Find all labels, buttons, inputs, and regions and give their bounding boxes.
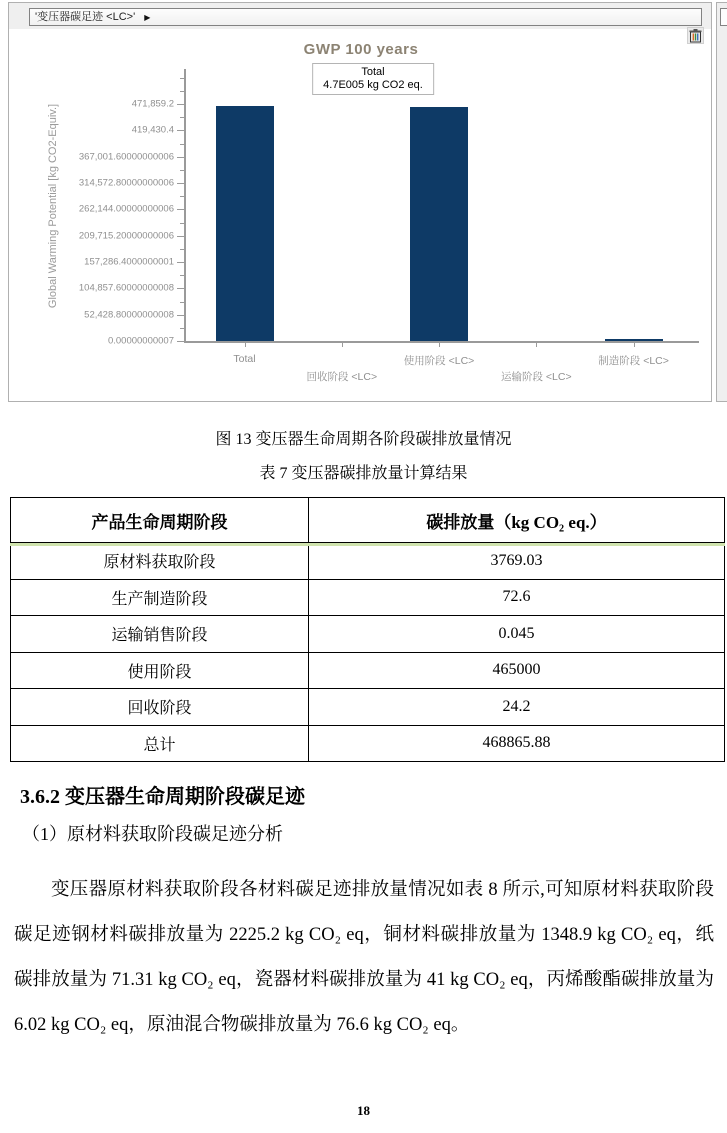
- table-cell: 运输销售阶段: [11, 616, 309, 653]
- y-minor-tick: [180, 117, 184, 118]
- x-tick-label: 运输阶段 <LC>: [500, 371, 572, 383]
- table-cell: 生产制造阶段: [11, 579, 309, 616]
- page-number: 18: [357, 1103, 370, 1118]
- table-cell: 总计: [11, 725, 309, 762]
- y-tick-label: 314,572.80000000006: [78, 177, 174, 189]
- y-major-tick: [177, 183, 184, 184]
- table-cell: 468865.88: [309, 725, 725, 762]
- bar[interactable]: [216, 106, 274, 341]
- y-tick-label: 262,144.00000000006: [78, 203, 174, 215]
- table-cell: 使用阶段: [11, 652, 309, 689]
- y-major-tick: [177, 209, 184, 210]
- section-subheading: （1）原材料获取阶段碳足迹分析: [22, 824, 283, 844]
- table-cell: 回收阶段: [11, 689, 309, 726]
- table-row: [11, 579, 725, 616]
- table-cell: 原材料获取阶段: [11, 543, 309, 580]
- bar[interactable]: [410, 107, 468, 341]
- y-major-tick: [177, 315, 184, 316]
- y-major-tick: [177, 104, 184, 105]
- table-row: [11, 725, 725, 762]
- table-row: [11, 616, 725, 653]
- section-heading: 3.6.2 变压器生命周期阶段碳足迹: [20, 786, 305, 808]
- table-cell: 24.2: [309, 689, 725, 726]
- table-header-cell: 产品生命周期阶段: [11, 498, 309, 543]
- tooltip-value: 4.7E005 kg CO2 eq.: [323, 79, 423, 91]
- lca-chart-panel: [8, 2, 712, 402]
- y-minor-tick: [180, 170, 184, 171]
- y-major-tick: [177, 341, 184, 342]
- table-row: [11, 543, 725, 580]
- table-row: [11, 652, 725, 689]
- y-minor-tick: [180, 328, 184, 329]
- y-major-tick: [177, 236, 184, 237]
- y-tick-label: 209,715.20000000006: [78, 230, 174, 242]
- y-tick-label: 367,001.60000000006: [78, 151, 174, 163]
- y-major-tick: [177, 262, 184, 263]
- y-minor-tick: [180, 196, 184, 197]
- bar[interactable]: [605, 339, 663, 341]
- x-tick-label: 制造阶段 <LC>: [598, 355, 669, 367]
- x-tick-label: 使用阶段 <LC>: [403, 355, 475, 367]
- y-minor-tick: [180, 144, 184, 145]
- y-minor-tick: [180, 249, 184, 250]
- y-axis-line: [184, 69, 186, 341]
- y-tick-label: 104,857.60000000008: [78, 282, 174, 294]
- x-tick: [536, 342, 537, 347]
- y-major-tick: [177, 288, 184, 289]
- chart-title: GWP 100 years: [303, 41, 419, 58]
- figure-caption: 图 13 变压器生命周期各阶段碳排放量情况: [215, 431, 512, 448]
- y-axis-title: Global Warming Potential [kg CO2-Equiv.]: [47, 103, 59, 309]
- chart-tab-label: '变压器碳足迹 <LC>': [35, 11, 139, 23]
- y-tick-label: 0.00000000007: [107, 335, 174, 347]
- chevron-right-icon: ▶: [144, 13, 151, 22]
- y-major-tick: [177, 157, 184, 158]
- table-cell: 3769.03: [309, 543, 725, 580]
- results-table: [10, 497, 725, 762]
- x-tick: [634, 342, 635, 347]
- y-tick-label: 157,286.4000000001: [84, 256, 174, 268]
- x-tick: [245, 342, 246, 347]
- y-tick-label: 52,428.80000000008: [84, 309, 174, 321]
- table-row: [11, 689, 725, 726]
- y-minor-tick: [180, 91, 184, 92]
- table-caption: 表 7 变压器碳排放量计算结果: [259, 465, 468, 482]
- table-cell: 465000: [309, 652, 725, 689]
- table-header-cell: 碳排放量（kg CO₂ eq.）: [309, 498, 725, 543]
- x-tick: [439, 342, 440, 347]
- y-minor-tick: [180, 78, 184, 79]
- y-minor-tick: [180, 302, 184, 303]
- adjacent-panel-tab: [720, 8, 727, 26]
- adjacent-panel-sliver: [716, 2, 727, 402]
- plot-area: [9, 3, 713, 403]
- y-minor-tick: [180, 275, 184, 276]
- body-paragraph: 变压器原材料获取阶段各材料碳足迹排放量情况如表 8 所示,可知原材料获取阶段碳足迹钢材料碳排放量为 2225.2 kg CO₂ eq，铜材料碳排放量为 1348.9 kg CO₂ eq，纸碳排放量为 71.31 kg CO₂ eq，瓷器材料碳排放量为 41 kg CO₂ eq，丙烯酸酯碳排放量为 6.02 kg CO₂ eq，原油混合物碳排放量为 76.6 kg CO₂ eq。: [14, 880, 714, 1035]
- y-tick-label: 419,430.4: [131, 124, 174, 136]
- y-major-tick: [177, 130, 184, 131]
- table-header-accent-rule: [10, 543, 725, 546]
- x-tick-label: 回收阶段 <LC>: [306, 371, 378, 383]
- y-tick-label: 471,859.2: [131, 98, 174, 110]
- x-tick-label: Total: [233, 353, 256, 365]
- table-header-row: [11, 498, 725, 543]
- table-cell: 72.6: [309, 579, 725, 616]
- x-axis-line: [184, 341, 699, 343]
- tooltip-category: Total: [361, 66, 385, 78]
- x-tick: [342, 342, 343, 347]
- table-cell: 0.045: [309, 616, 725, 653]
- y-minor-tick: [180, 223, 184, 224]
